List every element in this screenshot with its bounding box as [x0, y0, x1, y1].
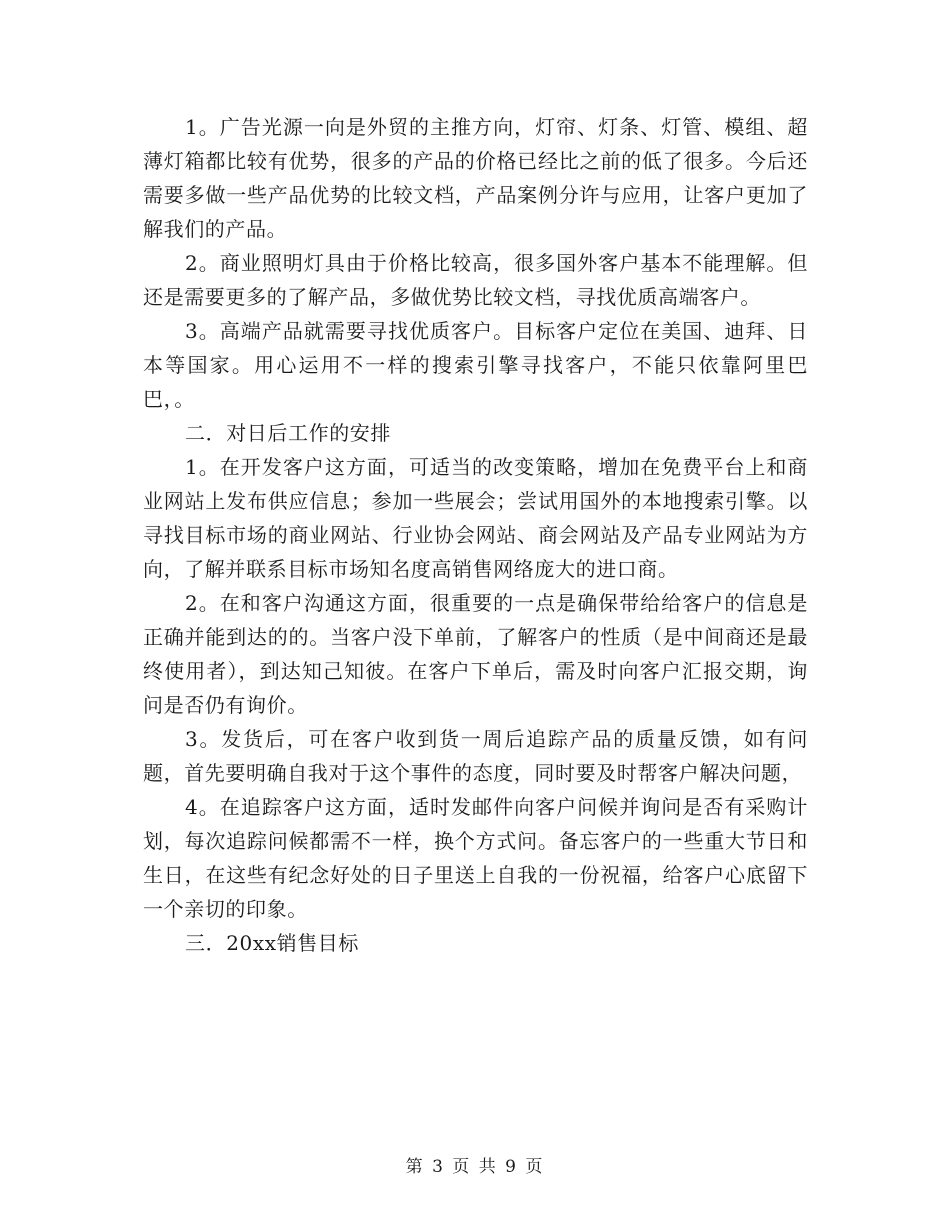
section-heading-future-work: 二．对日后工作的安排 — [185, 421, 391, 445]
paragraph-customer-development: 1。在开发客户这方面，可适当的改变策略，增加在免费平台上和商业网站上发布供应信息；参加一些展会；尝试用国外的本地搜索引擎。以寻找目标市场的商业网站、行业协会网站、商会网站及产品专业网站为方向，了解并联系目标市场知名度高销售网络庞大的进口商。 — [143, 455, 808, 581]
paragraph-customer-communication: 2。在和客户沟通这方面，很重要的一点是确保带给给客户的信息是正确并能到达的的。当客户没下单前，了解客户的性质（是中间商还是最终使用者），到达知己知彼。在客户下单后，需及时向客户汇报交期，询问是否仍有询价。 — [143, 591, 808, 717]
document-body — [143, 110, 808, 960]
paragraph-high-end-products: 3。高端产品就需要寻找优质客户。目标客户定位在美国、迪拜、日本等国家。用心运用不一样的搜索引擎寻找客户，不能只依靠阿里巴巴，。 — [143, 319, 808, 411]
paragraph-after-shipment: 3。发货后，可在客户收到货一周后追踪产品的质量反馈，如有问题，首先要明确自我对于这个事件的态度，同时要及时帮客户解决问题， — [143, 727, 808, 785]
paragraph-commercial-lighting: 2。商业照明灯具由于价格比较高，很多国外客户基本不能理解。但还是需要更多的了解产品，多做优势比较文档，寻找优质高端客户。 — [143, 251, 808, 309]
page-number-footer: 第 3 页 共 9 页 — [405, 1157, 545, 1177]
section-heading-sales-target: 三．20xx销售目标 — [185, 931, 360, 955]
paragraph-advertising-light: 1。广告光源一向是外贸的主推方向，灯帘、灯条、灯管、模组、超薄灯箱都比较有优势，很多的产品的价格已经比之前的低了很多。今后还需要多做一些产品优势的比较文档，产品案例分许与应用，让客户更加了解我们的产品。 — [143, 115, 808, 241]
paragraph-customer-follow-up: 4。在追踪客户这方面，适时发邮件向客户问候并询问是否有采购计划，每次追踪问候都需不一样，换个方式问。备忘客户的一些重大节日和生日，在这些有纪念好处的日子里送上自我的一份祝福，给客户心底留下一个亲切的印象。 — [143, 795, 808, 921]
